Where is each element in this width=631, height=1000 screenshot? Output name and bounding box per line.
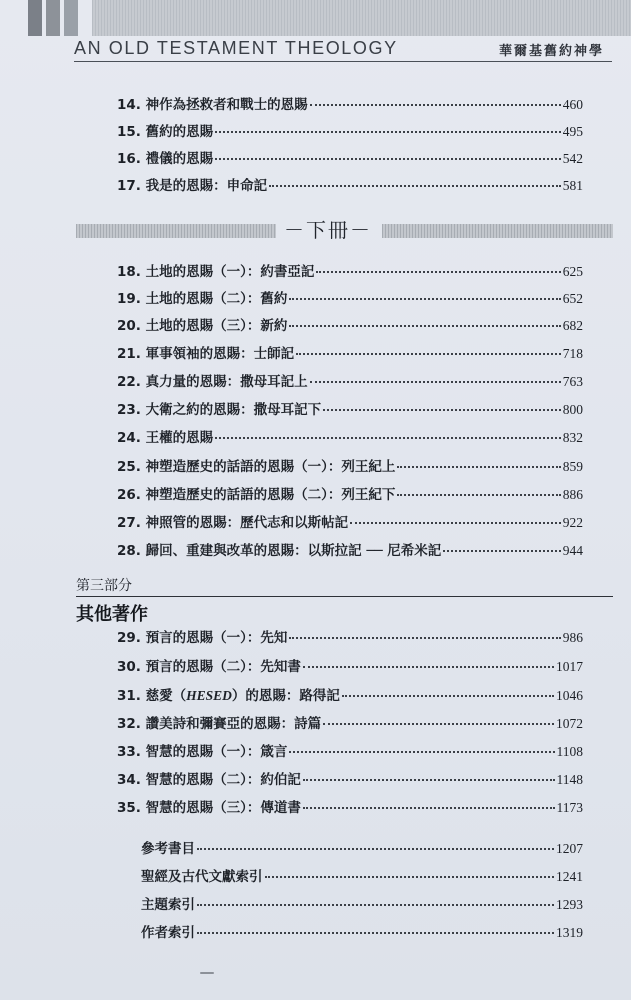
leader-dots — [197, 847, 554, 850]
toc-entry-title: 作者索引 — [141, 925, 195, 941]
toc-entry-page: 986 — [562, 630, 583, 645]
toc-entry-30[interactable] — [117, 656, 583, 678]
header-block — [28, 0, 42, 36]
header-decoration-blocks — [28, 0, 78, 36]
toc-entry-title: 33. 智慧的恩賜（一）：箴言 — [117, 744, 288, 760]
hebrew-term: HESED — [186, 688, 232, 703]
part-title: 其他著作 — [76, 604, 148, 625]
toc-entry-title: 20. 土地的恩賜（三）：新約 — [117, 318, 288, 334]
leader-dots — [289, 324, 560, 327]
toc-entry-31[interactable] — [117, 685, 583, 707]
toc-entry-title: 17. 我是的恩賜：申命記 — [117, 178, 268, 194]
leader-dots — [397, 465, 560, 468]
leader-dots — [303, 778, 555, 781]
toc-entry-19[interactable] — [117, 288, 583, 310]
toc-entry-title: 24. 王權的恩賜 — [117, 430, 214, 446]
toc-entry-title: 19. 土地的恩賜（二）：舊約 — [117, 291, 288, 307]
header-block — [46, 0, 60, 36]
running-head-english-title: AN OLD TESTAMENT THEOLOGY — [74, 38, 398, 58]
toc-entry-17[interactable] — [117, 175, 583, 197]
leader-dots — [350, 521, 561, 524]
toc-entry-page: 460 — [562, 97, 583, 112]
toc-entry-title: 參考書目 — [141, 841, 195, 857]
part-rule — [76, 596, 613, 597]
toc-entry-27[interactable] — [117, 512, 583, 534]
toc-entry-title: 28. 歸回、重建與改革的恩賜：以斯拉記 ── 尼希米記 — [117, 543, 442, 559]
toc-entry-page: 495 — [562, 124, 583, 139]
header-block — [64, 0, 78, 36]
toc-entry-page: 1017 — [556, 659, 583, 674]
running-head-chinese-title: 華爾基舊約神學 — [498, 44, 604, 59]
toc-entry-page: 1072 — [556, 716, 583, 731]
toc-entry-22[interactable] — [117, 371, 583, 393]
leader-dots — [289, 297, 560, 300]
toc-entry-18[interactable] — [117, 261, 583, 283]
toc-entry-34[interactable] — [117, 769, 583, 791]
toc-entry-page: 1241 — [556, 869, 583, 884]
toc-entry-20[interactable] — [117, 315, 583, 337]
toc-entry-title: 32. 讚美詩和彌賽亞的恩賜：詩篇 — [117, 716, 322, 732]
toc-entry-25[interactable] — [117, 456, 583, 478]
toc-entry-page: 886 — [562, 487, 583, 502]
toc-entry-23[interactable] — [117, 399, 583, 421]
toc-entry-title: 14. 神作為拯救者和戰士的恩賜 — [117, 97, 308, 113]
toc-subject-index[interactable] — [141, 894, 583, 916]
leader-dots — [310, 380, 561, 383]
toc-entry-title: 27. 神照管的恩賜：歷代志和以斯帖記 — [117, 515, 349, 531]
toc-entry-33[interactable] — [117, 741, 583, 763]
volume-band-right — [382, 224, 613, 238]
volume-band-left — [76, 224, 276, 238]
leader-dots — [303, 665, 554, 668]
leader-dots — [303, 806, 555, 809]
toc-entry-14[interactable] — [117, 94, 583, 116]
leader-dots — [215, 130, 561, 133]
leader-dots — [289, 750, 554, 753]
header-band — [92, 0, 631, 36]
toc-entry-28[interactable] — [117, 540, 583, 562]
volume-heading: －下冊－ — [284, 218, 372, 242]
leader-dots — [197, 903, 554, 906]
toc-entry-page: 859 — [562, 459, 583, 474]
toc-entry-title: 21. 軍事領袖的恩賜：士師記 — [117, 346, 295, 362]
leader-dots — [289, 636, 560, 639]
leader-dots — [215, 157, 561, 160]
toc-entry-title: 主題索引 — [141, 897, 195, 913]
toc-entry-page: 1319 — [556, 925, 583, 940]
toc-entry-page: 1108 — [556, 744, 583, 759]
leader-dots — [342, 694, 554, 697]
toc-entry-page: 800 — [562, 402, 583, 417]
toc-entry-page: 682 — [562, 318, 583, 333]
toc-entry-page: 718 — [562, 346, 583, 361]
title-suffix: ）的恩賜：路得記 — [231, 688, 340, 704]
leader-dots — [265, 875, 555, 878]
toc-entry-page: 1207 — [556, 841, 583, 856]
toc-entry-page: 1046 — [556, 688, 583, 703]
leader-dots — [197, 931, 554, 934]
leader-dots — [323, 408, 561, 411]
toc-entry-32[interactable] — [117, 713, 583, 735]
toc-entry-24[interactable] — [117, 427, 583, 449]
toc-entry-page: 1173 — [556, 800, 583, 815]
toc-entry-title: 34. 智慧的恩賜（二）：約伯記 — [117, 772, 301, 788]
toc-entry-15[interactable] — [117, 121, 583, 143]
toc-entry-21[interactable] — [117, 343, 583, 365]
leader-dots — [316, 270, 560, 273]
toc-bibliography[interactable] — [141, 838, 583, 860]
toc-entry-title: 23. 大衛之約的恩賜：撒母耳記下 — [117, 402, 322, 418]
toc-entry-title: 15. 舊約的恩賜 — [117, 124, 214, 140]
toc-entry-page: 763 — [562, 374, 583, 389]
leader-dots — [397, 493, 560, 496]
toc-entry-16[interactable] — [117, 148, 583, 170]
toc-entry-title: 聖經及古代文獻索引 — [141, 869, 263, 885]
toc-entry-title: 26. 神塑造歷史的話語的恩賜（二）：列王紀下 — [117, 487, 396, 503]
toc-entry-page: 625 — [562, 264, 583, 279]
toc-entry-title: 29. 預言的恩賜（一）：先知 — [117, 630, 288, 646]
leader-dots — [215, 436, 561, 439]
header-rule — [74, 61, 612, 62]
leader-dots — [296, 352, 561, 355]
leader-dots — [323, 722, 554, 725]
toc-entry-title: 30. 預言的恩賜（二）：先知書 — [117, 659, 301, 675]
leader-dots — [269, 184, 561, 187]
toc-entry-page: 944 — [562, 543, 583, 558]
toc-entry-26[interactable] — [117, 484, 583, 506]
toc-entry-title — [117, 685, 340, 707]
toc-entry-title: 18. 土地的恩賜（一）：約書亞記 — [117, 264, 315, 280]
leader-dots — [310, 103, 561, 106]
toc-author-index[interactable] — [141, 922, 583, 944]
toc-entry-title: 22. 真力量的恩賜：撒母耳記上 — [117, 374, 308, 390]
toc-entry-page: 922 — [562, 515, 583, 530]
toc-scripture-index[interactable] — [141, 866, 583, 888]
toc-entry-29[interactable] — [117, 627, 583, 649]
title-prefix: 31. 慈愛（ — [117, 688, 187, 704]
toc-entry-page: 832 — [562, 430, 583, 445]
toc-entry-page: 1293 — [556, 897, 583, 912]
running-head — [74, 38, 604, 58]
leader-dots — [443, 549, 560, 552]
toc-entry-title: 35. 智慧的恩賜（三）：傳道書 — [117, 800, 301, 816]
toc-entry-page: 1148 — [556, 772, 583, 787]
part-label: 第三部分 — [76, 578, 132, 594]
toc-entry-page: 542 — [562, 151, 583, 166]
paper-speck — [200, 972, 214, 974]
toc-entry-page: 652 — [562, 291, 583, 306]
toc-entry-title: 16. 禮儀的恩賜 — [117, 151, 214, 167]
toc-entry-35[interactable] — [117, 797, 583, 819]
toc-entry-page: 581 — [562, 178, 583, 193]
toc-entry-title: 25. 神塑造歷史的話語的恩賜（一）：列王紀上 — [117, 459, 396, 475]
